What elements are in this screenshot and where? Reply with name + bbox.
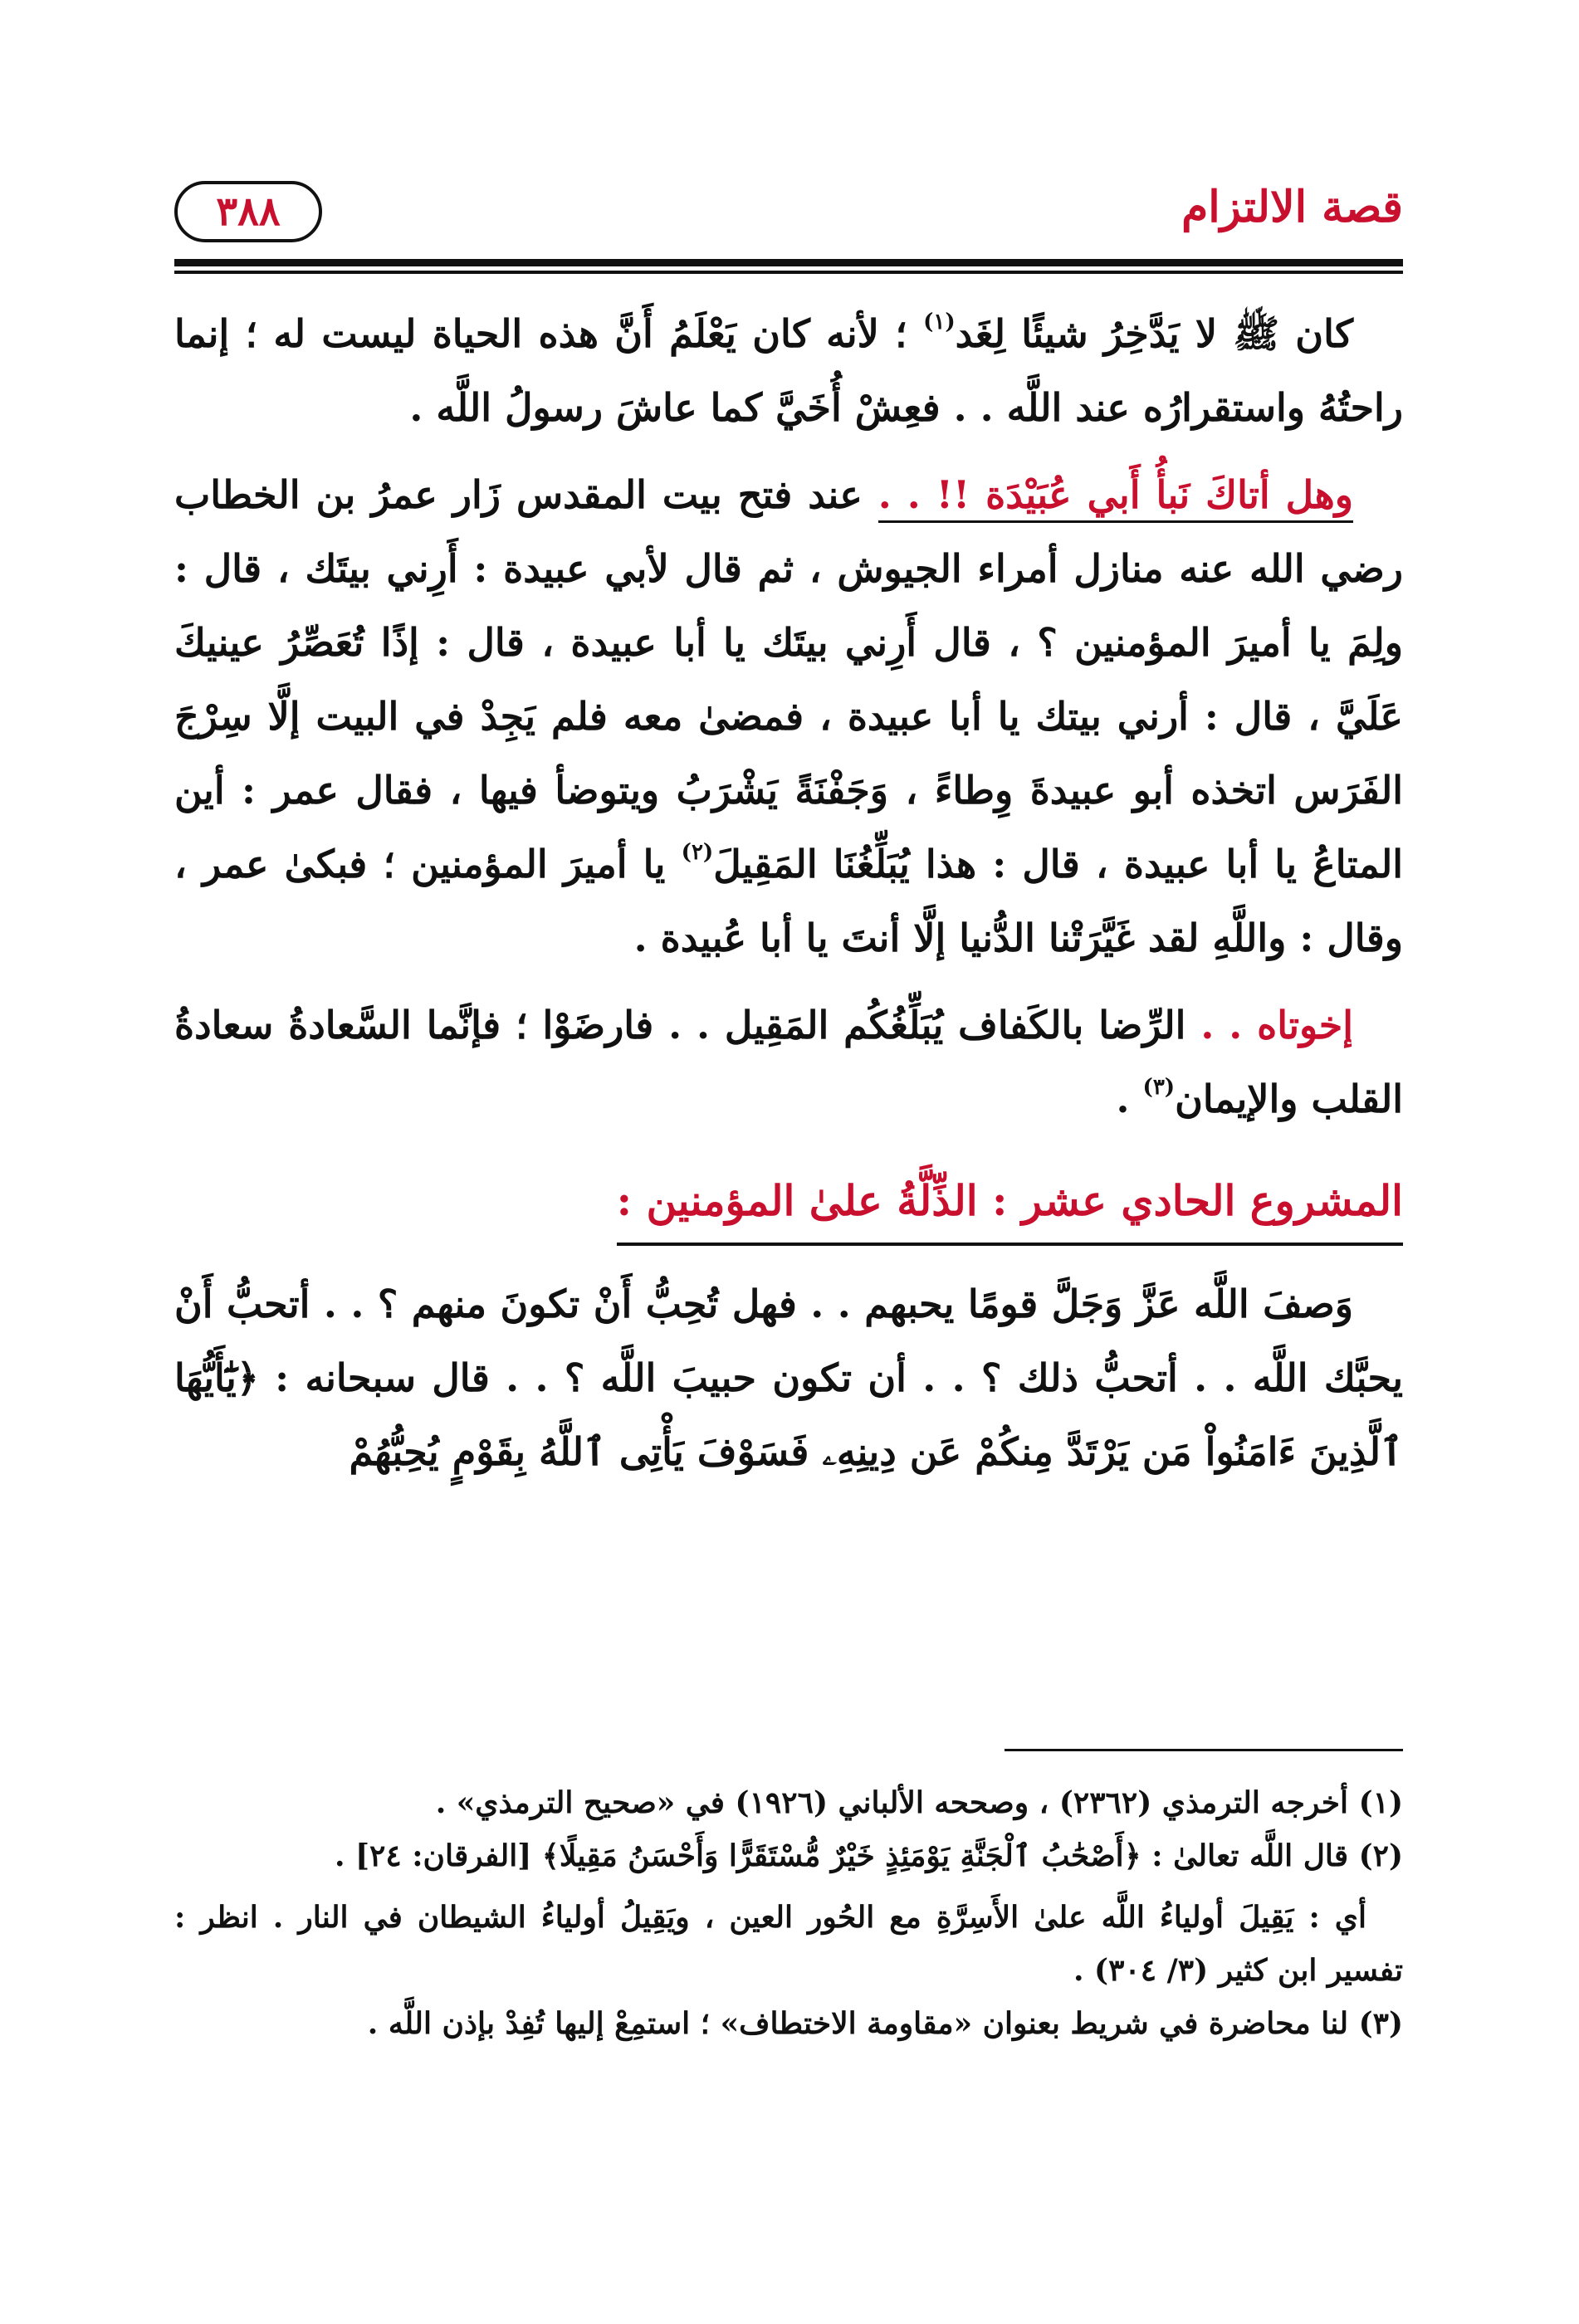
- p1-text-before: كان ﷺ لا يَدَّخِرُ شيئًا لِغَد: [955, 311, 1353, 356]
- header-rule-thin: [174, 271, 1403, 274]
- section-heading-text: المشروع الحادي عشر : الذِّلَّةُ علىٰ المؤمنين :: [617, 1166, 1403, 1246]
- footnote-ref-2: (٢): [681, 840, 714, 865]
- main-text: [174, 297, 1403, 1489]
- paragraph-love: [174, 1267, 1403, 1489]
- section-heading: [174, 1161, 1403, 1246]
- paragraph-abu-ubaidah: [174, 458, 1403, 975]
- footnote-ref-3: (٣): [1142, 1075, 1176, 1100]
- paragraph-prophet: [174, 297, 1403, 445]
- header-rule-thick: [174, 259, 1403, 266]
- running-header: [174, 166, 1403, 257]
- p4-text: وَصفَ اللَّه عَزَّ وَجَلَّ قومًا يحبهم . . فهل تُحِبُّ أَنْ تكونَ منهم ؟ . . أتحبُّ أَنْ يحبَّك اللَّه . . أتحبُّ ذلك ؟ . . أن تكون حبيبَ اللَّه ؟ . . قال سبحانه :: [174, 1282, 1403, 1400]
- book-title: قصة الالتزام: [1181, 182, 1403, 232]
- p3-text-after: .: [1116, 1077, 1143, 1121]
- footnote-1: (١) أخرجه الترمذي (٢٣٦٢) ، وصححه الألباني (١٩٢٦) في «صحيح الترمذي» .: [435, 1785, 1403, 1820]
- page-number: ٣٨٨: [216, 188, 281, 235]
- page-number-badge: [174, 181, 322, 242]
- brothers-highlight: إخوتاه . .: [1200, 1003, 1354, 1047]
- p2-text-before: عند فتح بيت المقدس زَار عمرُ بن الخطاب رضي الله عنه منازل أمراء الجيوش ، ثم قال لأبي عبيدة : أَرِني بيتَك ، قال : ولِمَ يا أميرَ المؤمنين ؟ ، قال أَرِني بيتَك يا أبا عبيدة ، قال : إذًا تُعَصِّرُ عينيكَ عَلَيَّ ، قال : أرني بيتك يا أبا عبيدة ، فمضىٰ معه فلم يَجِدْ في البيت إلَّا سِرْجَ الفَرَس اتخذه أبو عبيدةَ وِطاءً ، وَجَفْنَةً يَشْرَبُ ويتوضأ فيها ، فقال عمر : أين المتاعُ يا أبا عبيدة ، قال : هذا يُبَلِّغُنَا المَقِيلَ: [174, 472, 1403, 886]
- abu-ubaidah-highlight: وهل أتاكَ نَبأُ أَبي عُبَيْدَة !! . .: [878, 472, 1353, 523]
- paragraph-brothers: [174, 989, 1403, 1136]
- p1-text-after: ؛ لأنه كان يَعْلَمُ أَنَّ هذه الحياة ليست له ؛ إنما راحتُهُ واستقرارُه عند اللَّه . . فعِشْ أُخَيَّ كما عاشَ رسولُ اللَّه .: [174, 311, 1403, 430]
- footnote-3: (٣) لنا محاضرة في شريط بعنوان «مقاومة الاختطاف» ؛ استمِعْ إليها تُفِدْ بإذن اللَّه .: [367, 2006, 1403, 2041]
- p2-text-after: يا أميرَ المؤمنين ؛ فبكىٰ عمر ، وقال : واللَّهِ لقد غَيَّرَتْنا الدُّنيا إلَّا أنتَ يا أبا عُبيدة .: [174, 842, 1403, 960]
- footnotes: [174, 1776, 1403, 2050]
- p3-text-before: الرِّضا بالكَفاف يُبَلِّغُكُم المَقِيل . . فارضَوْا ؛ فإنَّما السَّعادةُ سعادةُ القلب والإيمان: [174, 1003, 1403, 1121]
- footnote-ref-1: (١): [923, 310, 956, 334]
- footnote-separator: [1005, 1749, 1403, 1751]
- quran-verse: ﴿يَٰٓأَيُّهَا ٱلَّذِينَ ءَامَنُواْ مَن يَرْتَدَّ مِنكُمْ عَن دِينِهِۦ فَسَوْفَ يَأْتِى ٱللَّهُ بِقَوْمٍ يُحِبُّهُمْ: [174, 1355, 1403, 1474]
- footnote-2-continuation: أي : يَقِيلَ أولياءُ اللَّه علىٰ الأَسِرَّةِ مع الحُور العين ، ويَقِيلُ أولياءُ الشيطان في النار . انظر : تفسير ابن كثير (٣/ ٣٠٤) .: [174, 1900, 1403, 1988]
- footnote-2: (٢) قال اللَّه تعالىٰ : ﴿أَصْحَٰبُ ٱلْجَنَّةِ يَوْمَئِذٍ خَيْرٌ مُّسْتَقَرًّا وَأَحْسَنُ مَقِيلًا﴾ [الفرقان: ٢٤] .: [334, 1838, 1403, 1873]
